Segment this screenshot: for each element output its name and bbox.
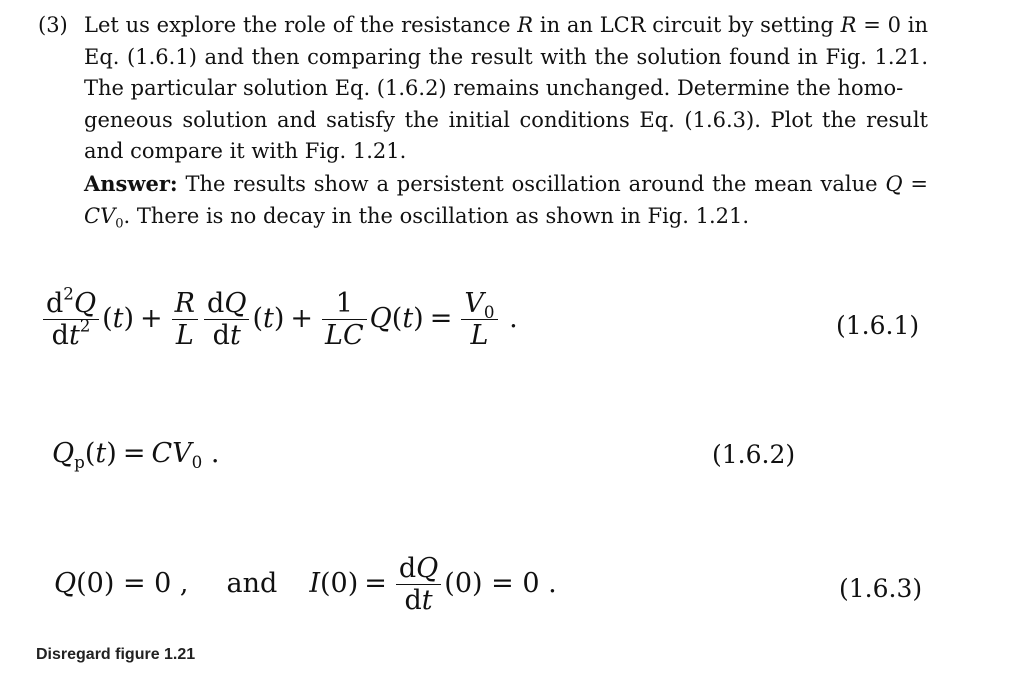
problem-statement <box>38 10 928 232</box>
answer: Answer: The results show a persistent oscillation around the mean value $Q = CV_0$. There is no decay in the oscillation as shown in Fig. 1.21. <box>84 170 928 232</box>
problem-text: Let us explore the role of the resistance R in an LCR circuit by setting R = 0 in Eq. (1.6.1) and then comparing the result with the solution found in Fig. 1.21. The particular solution Eq. (1.6.2) remains unchanged. Determine the homo- geneous solution and satisfy the initial conditions Eq. (1.6.3). Plot the result and compare it with Fig. 1.21. <box>84 13 928 164</box>
equation-1-6-1: $\frac{d^2Q}{dt^2}$ (t) + $\frac{R}{L}$ $\frac{dQ}{dt}$ (t) + $\frac{1}{LC}$ Q(t) = $\frac{V_0}{L}$ . <box>40 288 518 351</box>
equation-number-1-6-2: (1.6.2) <box>712 440 796 469</box>
problem-number: (3) <box>38 13 68 37</box>
equation-number-1-6-3: (1.6.3) <box>839 574 923 603</box>
answer-label: Answer: <box>84 170 178 196</box>
equation-number-1-6-1: (1.6.1) <box>836 311 920 340</box>
equation-1-6-2: $Q_p(t) = CV_0$ . <box>52 438 220 472</box>
equation-1-6-3: Q(0) = 0 , and I(0) = $\frac{dQ}{dt}$ (0) = 0 . <box>54 553 557 617</box>
disregard-note: Disregard figure 1.21 <box>36 646 196 663</box>
